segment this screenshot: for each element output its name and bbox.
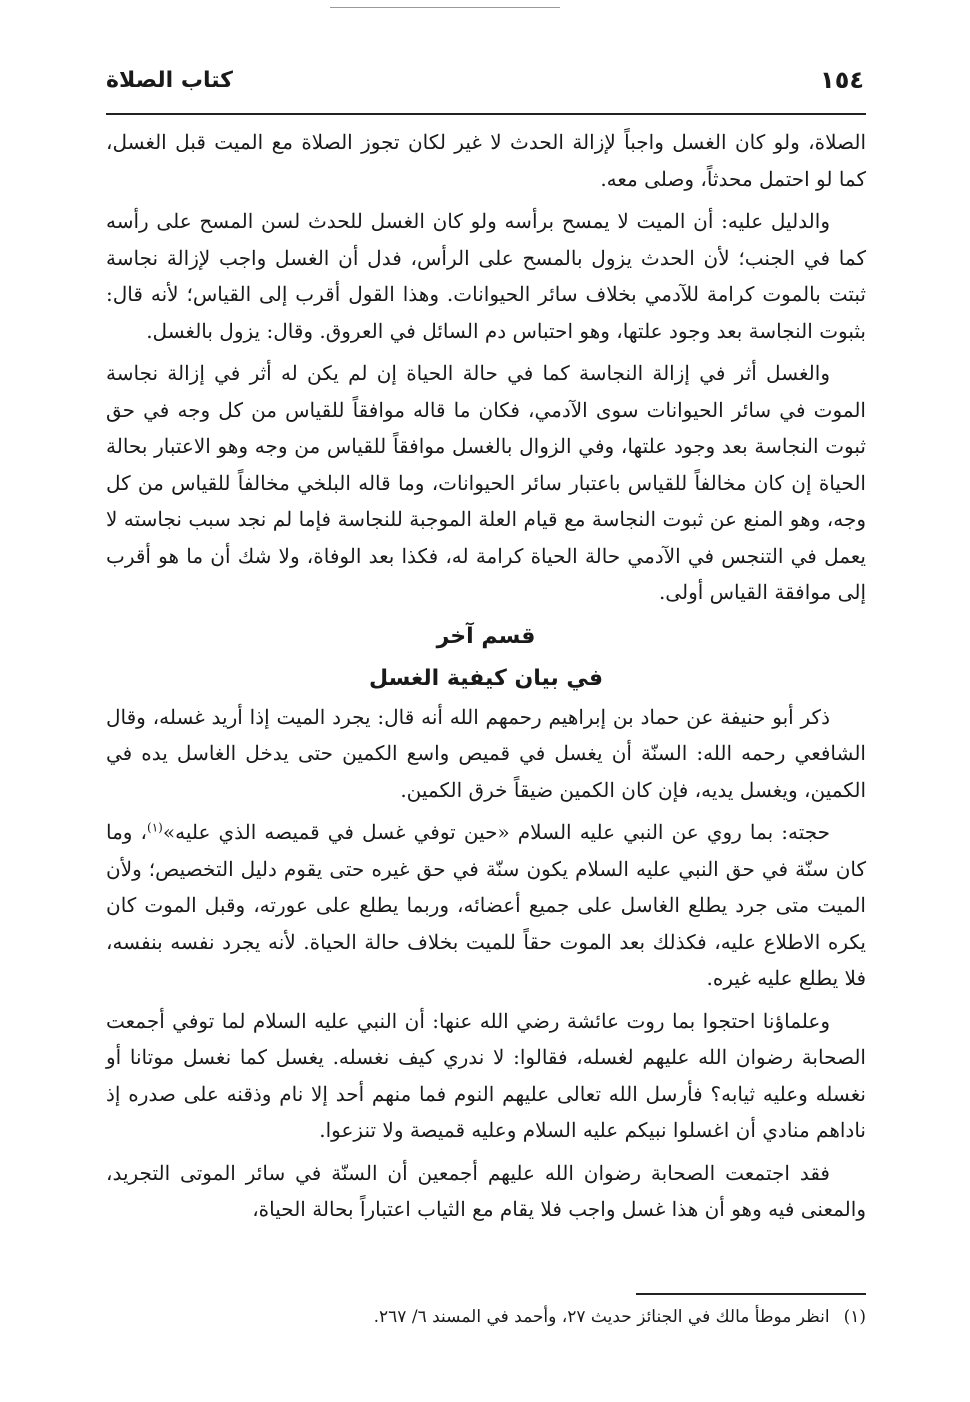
argument-text-end: ، وما كان سنّة في حق النبي عليه السلام يكون سنّة في حق غيره حتى يقوم دليل التخصيص؛ ولأن الميت متى جرد يطلع الغاسل على جميع أعضائه، وربما يطلع على عورته، وقبل الموت كان يكره الاطلاع عليه، فكذلك بعد الموت حقاً للميت بخلاف حالة الحياة. لأنه يجرد نفسه بنفسه، فلا يطلع عليه غيره. [106,820,866,990]
footnote-text: انظر موطأ مالك في الجنائز حديث ٢٧، وأحمد في المسند ٦/ ٢٦٧. [373,1307,830,1327]
page-header [106,62,864,102]
section-subtitle: في بيان كيفية الغسل [368,665,604,691]
paragraph-abu-hanifa: ذكر أبو حنيفة عن حماد بن إبراهيم رحمهم الله أنه قال: يجرد الميت إذا أريد غسله، وقال الشافعي رحمه الله: السنّة أن يغسل في قميص واسع الكمين حتى يدخل الغاسل يده في الكمين، ويغسل يديه، فإن كان الكمين ضيقاً خرق الكمين. [106,704,866,802]
section-title: قسم آخر [436,623,536,649]
footnote [106,1302,866,1332]
paragraph-evidence: والدليل عليه: أن الميت لا يمسح برأسه ولو كان الغسل للحدث لسن المسح على رأسه كما في الجنب؛ لأن الحدث يزول بالمسح على الرأس، فدل أن الغسل واجب لإزالة نجاسة ثبتت بالموت كرامة للآدمي بخلاف سائر الحيوانات. وهذا القول أقرب إلى القياس؛ لأنه قال: بثبوت النجاسة بعد وجود علتها، وهو احتباس دم السائل في العروق. وقال: يزول بالغسل. [106,209,866,343]
paragraph-continuation: الصلاة، ولو كان الغسل واجباً لإزالة الحدث لا غير لكان تجوز الصلاة مع الميت قبل الغسل، كما لو احتمل محدثاً، وصلى معه. [106,130,866,191]
top-decorative-line [330,7,560,8]
page-number: ١٥٤ [820,66,864,94]
paragraph-washing-effect: والغسل أثر في إزالة النجاسة كما في حالة الحياة إن لم يكن له أثر في إزالة نجاسة الموت في سائر الحيوانات سوى الآدمي، فكان ما قاله موافقاً للقياس من كل وجه في حق ثبوت النجاسة بعد وجود علتها، وفي الزوال بالغسل موافقاً للقياس من وجه وهو الاعتبار بحالة الحياة إن كان مخالفاً للقياس باعتبار سائر الحيوانات، وما قاله البلخي مخالفاً للقياس من كل وجه، وهو المنع عن ثبوت النجاسة مع قيام العلة الموجبة للنجاسة فإما لم نجد سبب نجاسته لا يعمل في التنجس في الآدمي حالة الحياة كرامة له، فكذا بعد الوفاة، ولا شك أن ما هو أقرب إلى موافقة القياس أولى. [106,361,866,604]
book-title: كتاب الصلاة [106,68,233,93]
paragraph-companions-consensus: فقد اجتمعت الصحابة رضوان الله عليهم أجمعين أن السنّة في سائر الموتى التجريد، والمعنى فيه وهو أن هذا غسل واجب فلا يقام مع الثياب اعتباراً بحالة الحياة، [106,1160,866,1221]
page-body [106,124,866,1234]
footnote-number: (١) [843,1307,866,1327]
argument-text-start: حجته: بما روي عن النبي عليه السلام «حين توفي غسل في قميصه الذي عليه» [162,820,830,844]
footnote-reference: (١) [147,820,163,835]
paragraph-aisha-narration: وعلماؤنا احتجوا بما روت عائشة رضي الله عنها: أن النبي عليه السلام لما توفي أجمعت الصحابة رضوان الله عليهم لغسله، فقالوا: لا ندري كيف نغسله. يغسل كما نغسل موتانا أو نغسله وعليه ثيابه؟ فأرسل الله تعالى عليهم النوم فما منهم أحد إلا نام وذقنه على صدره إذ ناداهم منادي أن اغسلوا نبيكم عليه السلام وعليه قميصة ولا تنزعوا. [106,1008,866,1142]
footnote-rule [636,1293,866,1295]
header-rule [106,113,866,115]
paragraph-argument [106,814,866,997]
